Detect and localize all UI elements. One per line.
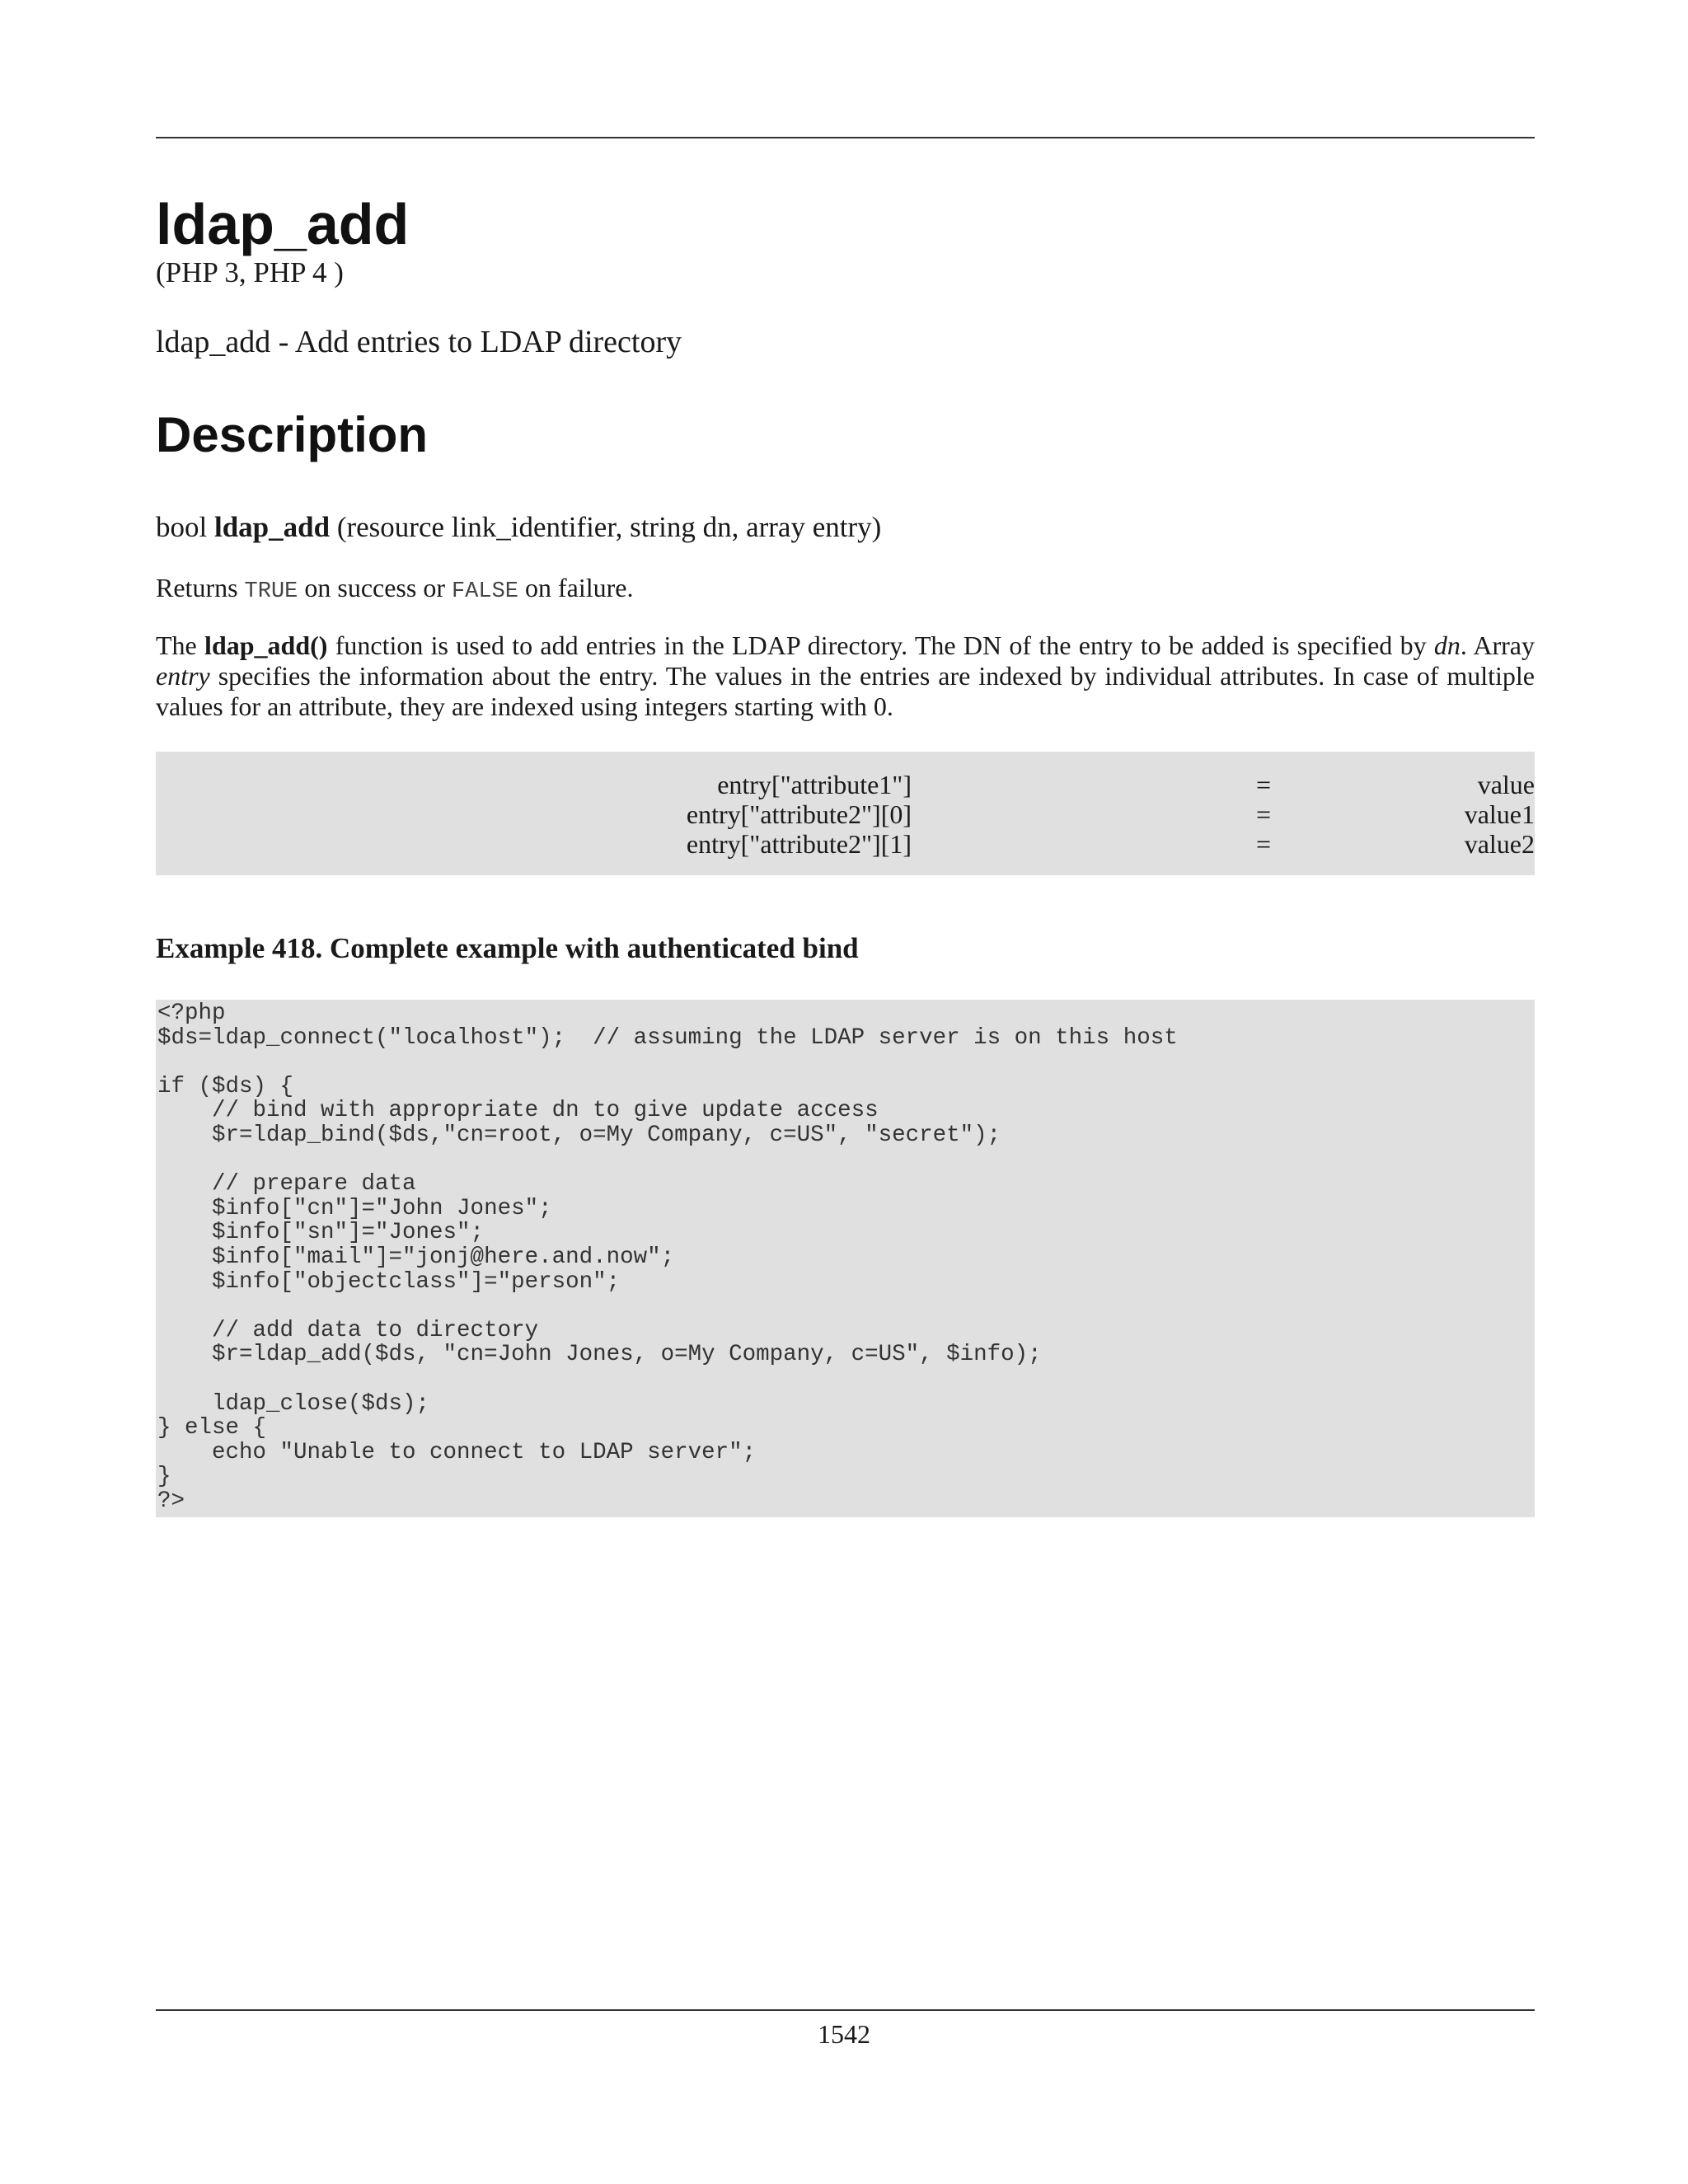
entry-equals: = bbox=[1255, 770, 1272, 799]
bottom-rule bbox=[156, 2009, 1535, 2011]
page-title: ldap_add bbox=[156, 192, 410, 256]
entry-row bbox=[156, 829, 1535, 859]
description-heading: Description bbox=[156, 407, 429, 462]
entry-structure-table bbox=[156, 752, 1535, 875]
entry-value: value1 bbox=[1464, 799, 1535, 829]
synopsis-params: (resource link_identifier, string dn, array entry) bbox=[336, 511, 882, 543]
entry-row bbox=[156, 770, 1535, 799]
code-example bbox=[156, 1000, 1535, 1517]
para-text-1: The bbox=[156, 630, 205, 660]
returns-suffix: on failure. bbox=[525, 573, 634, 602]
synopsis-function-name: ldap_add bbox=[213, 511, 331, 543]
returns-prefix: Returns bbox=[156, 573, 238, 602]
entry-row bbox=[156, 799, 1535, 829]
entry-equals: = bbox=[1255, 799, 1272, 829]
page-number: 1542 bbox=[818, 2019, 870, 2049]
example-title: Example 418. Complete example with authenticated bind bbox=[156, 932, 859, 964]
para-dn-param: dn bbox=[1433, 630, 1461, 660]
entry-equals: = bbox=[1255, 829, 1272, 859]
true-constant: TRUE bbox=[244, 579, 298, 604]
para-text-4: specifies the information about the entry. The values in the entries are indexed by individual attributes. In case of multiple values for an attribute, they are indexed using integers starting with 0. bbox=[156, 661, 1535, 721]
returns-middle: on success or bbox=[304, 573, 445, 602]
false-constant: FALSE bbox=[451, 579, 518, 604]
entry-key: entry["attribute2"][1] bbox=[686, 829, 912, 859]
function-summary: ldap_add - Add entries to LDAP directory bbox=[156, 325, 682, 359]
para-function-ref: ldap_add() bbox=[204, 630, 328, 660]
code-listing: <?php $ds=ldap_connect("localhost"); // assuming the LDAP server is on this host if ($ds) { // bind with appropriate dn to give update access $r=ldap_bind($ds,"cn=root, o=My Company, c=US", "secret"); // prepare data $info["cn"]="John Jones"; $info["sn"]="Jones"; $info["mail"]="jonj@here.and.now"; $info["objectclass"]="person"; // add data to directory $r=ldap_add($ds, "cn=John Jones, o=My Company, c=US", $info); ldap_close($ds); } else { echo "Unable to connect to LDAP server"; } ?> bbox=[157, 1001, 1178, 1514]
returns-text bbox=[156, 571, 634, 608]
function-synopsis bbox=[156, 509, 881, 546]
php-versions: (PHP 3, PHP 4 ) bbox=[156, 256, 344, 288]
synopsis-return-type: bool bbox=[156, 511, 208, 543]
entry-value: value2 bbox=[1464, 829, 1535, 859]
entry-key: entry["attribute1"] bbox=[717, 770, 912, 799]
entry-value: value bbox=[1477, 770, 1535, 799]
description-paragraph bbox=[156, 630, 1535, 722]
top-rule bbox=[156, 137, 1535, 138]
para-entry-param: entry bbox=[156, 661, 210, 691]
entry-key: entry["attribute2"][0] bbox=[686, 799, 912, 829]
para-text-3: . Array bbox=[1460, 630, 1536, 660]
para-text-2: function is used to add entries in the LDAP directory. The DN of the entry to be added is specified by bbox=[327, 630, 1434, 660]
